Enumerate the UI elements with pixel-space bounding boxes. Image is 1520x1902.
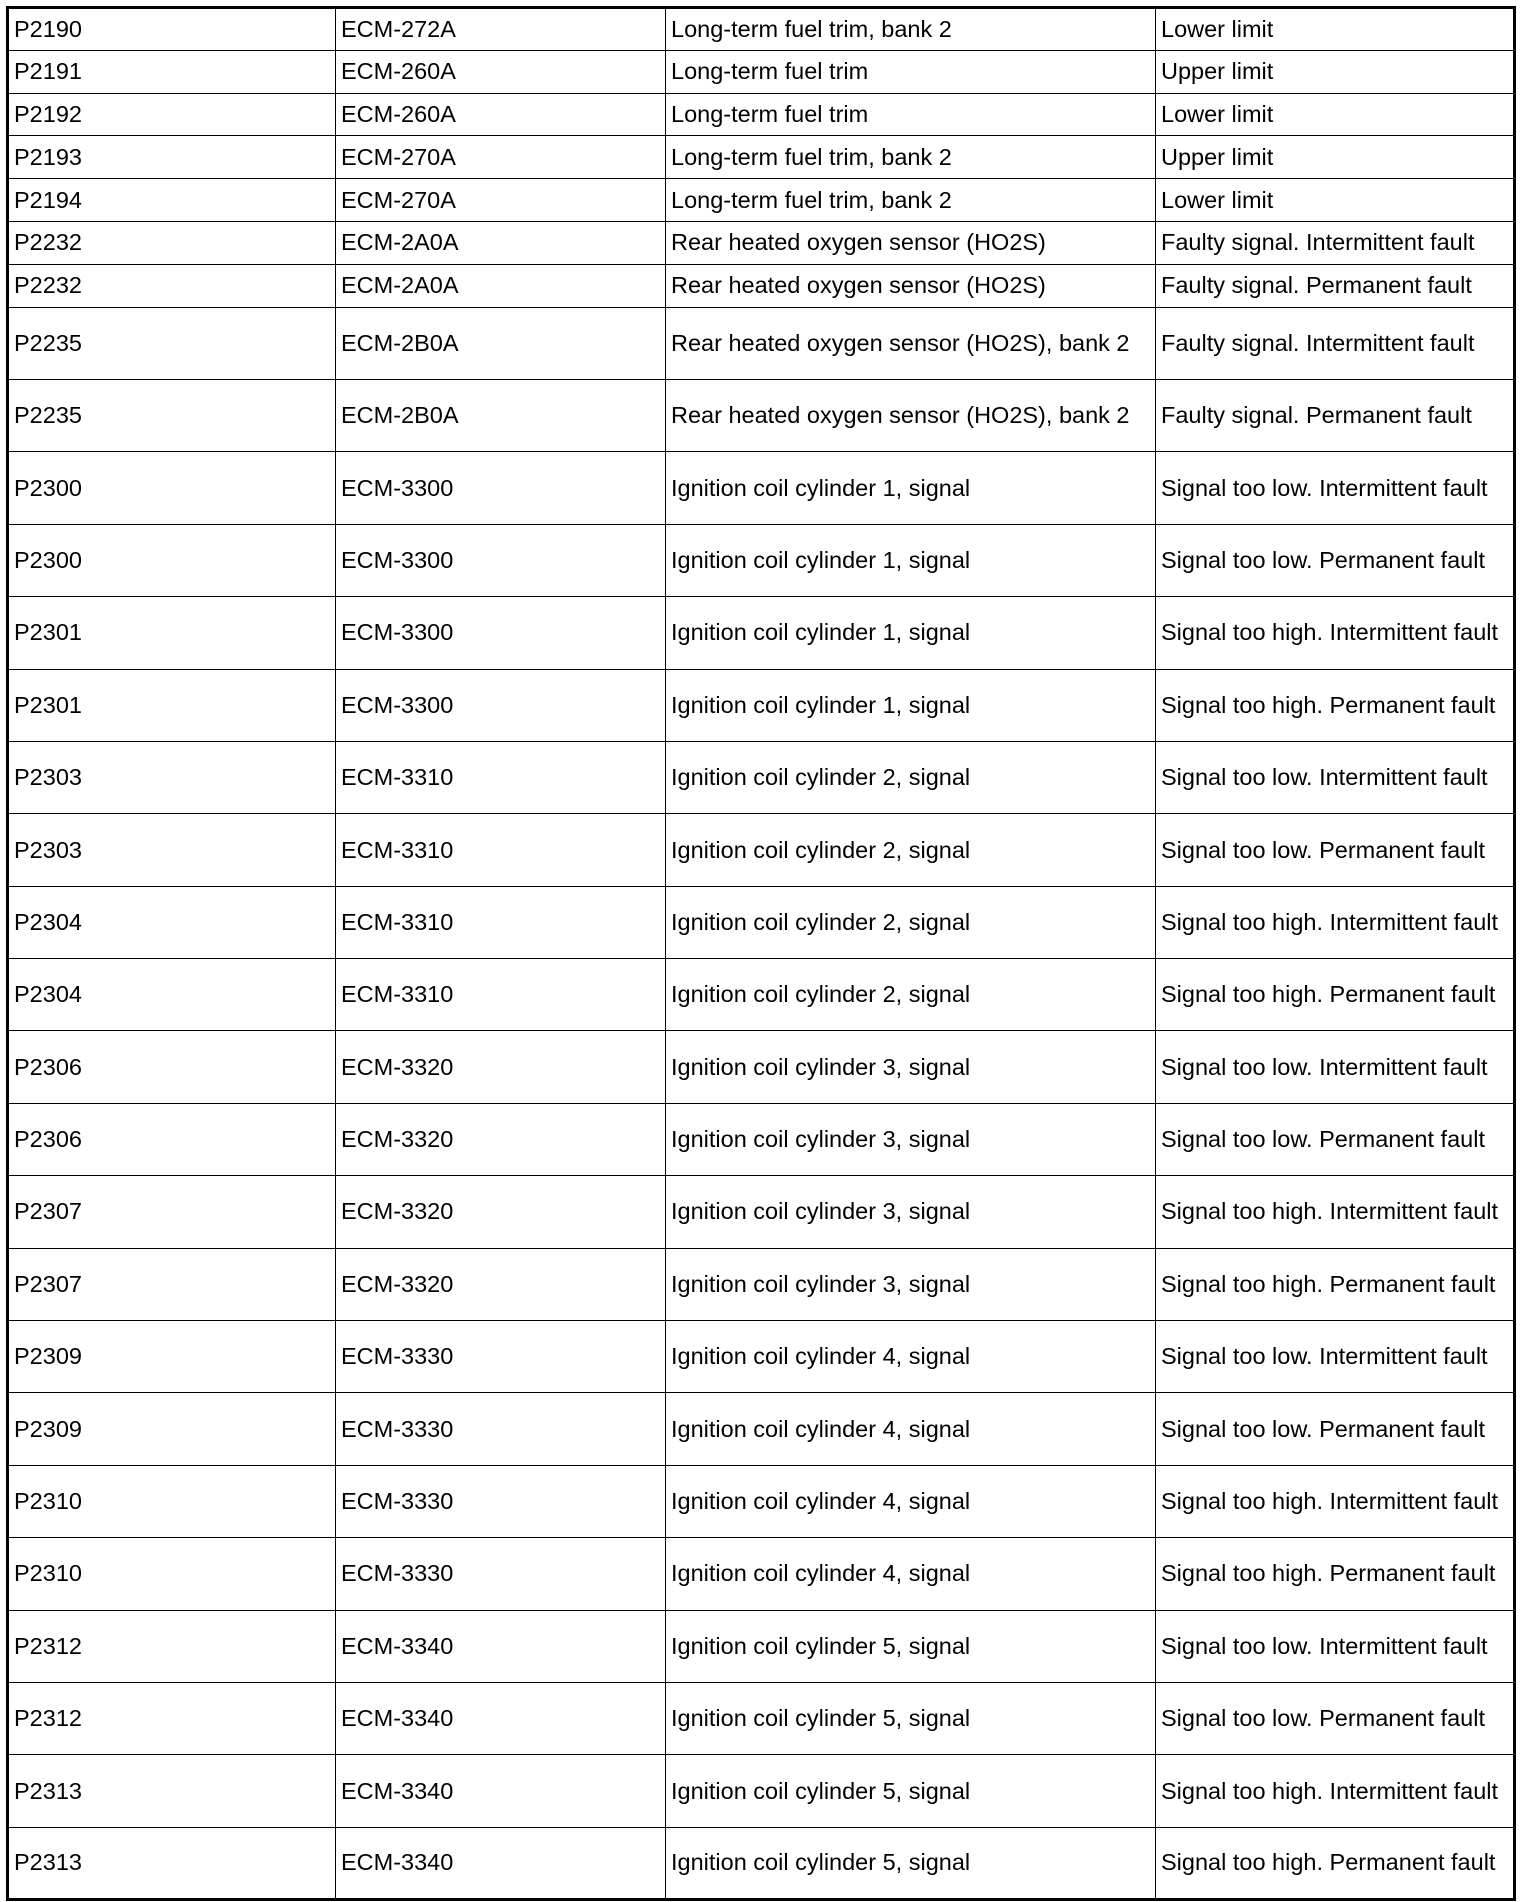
table-row: [8, 307, 1515, 379]
ecm-code-cell: ECM-3330: [336, 1465, 666, 1537]
fault-type-cell: Signal too low. Intermittent fault: [1156, 452, 1515, 524]
fault-type-cell: Signal too low. Permanent fault: [1156, 1103, 1515, 1175]
dtc-code-cell: P2307: [8, 1248, 336, 1320]
ecm-code-cell: ECM-270A: [336, 136, 666, 179]
dtc-code-cell: P2312: [8, 1610, 336, 1682]
dtc-code-cell: P2301: [8, 669, 336, 741]
ecm-code-cell: ECM-3330: [336, 1538, 666, 1610]
component-cell: Long-term fuel trim, bank 2: [666, 179, 1156, 222]
component-cell: Long-term fuel trim, bank 2: [666, 8, 1156, 51]
component-cell: Ignition coil cylinder 3, signal: [666, 1103, 1156, 1175]
dtc-code-cell: P2303: [8, 814, 336, 886]
table-row: [8, 959, 1515, 1031]
ecm-code-cell: ECM-3320: [336, 1248, 666, 1320]
ecm-code-cell: ECM-3340: [336, 1610, 666, 1682]
dtc-code-cell: P2313: [8, 1755, 336, 1827]
component-cell: Ignition coil cylinder 4, signal: [666, 1321, 1156, 1393]
fault-type-cell: Faulty signal. Permanent fault: [1156, 379, 1515, 451]
fault-type-cell: Lower limit: [1156, 8, 1515, 51]
ecm-code-cell: ECM-3300: [336, 597, 666, 669]
ecm-code-cell: ECM-3320: [336, 1031, 666, 1103]
table-row: [8, 814, 1515, 886]
table-row: [8, 1755, 1515, 1827]
component-cell: Ignition coil cylinder 2, signal: [666, 959, 1156, 1031]
table-row: [8, 669, 1515, 741]
dtc-code-cell: P2194: [8, 179, 336, 222]
component-cell: Ignition coil cylinder 4, signal: [666, 1393, 1156, 1465]
dtc-code-cell: P2310: [8, 1538, 336, 1610]
dtc-code-cell: P2303: [8, 741, 336, 813]
component-cell: Ignition coil cylinder 1, signal: [666, 597, 1156, 669]
dtc-code-cell: P2301: [8, 597, 336, 669]
ecm-code-cell: ECM-3310: [336, 959, 666, 1031]
dtc-code-cell: P2191: [8, 50, 336, 93]
ecm-code-cell: ECM-260A: [336, 93, 666, 136]
component-cell: Rear heated oxygen sensor (HO2S), bank 2: [666, 307, 1156, 379]
ecm-code-cell: ECM-3310: [336, 741, 666, 813]
table-row: [8, 379, 1515, 451]
dtc-code-cell: P2306: [8, 1031, 336, 1103]
fault-type-cell: Signal too high. Permanent fault: [1156, 669, 1515, 741]
ecm-code-cell: ECM-3320: [336, 1103, 666, 1175]
ecm-code-cell: ECM-3310: [336, 814, 666, 886]
component-cell: Rear heated oxygen sensor (HO2S): [666, 264, 1156, 307]
component-cell: Ignition coil cylinder 3, signal: [666, 1031, 1156, 1103]
dtc-table-body: [8, 8, 1515, 1900]
dtc-code-cell: P2190: [8, 8, 336, 51]
fault-type-cell: Signal too low. Intermittent fault: [1156, 741, 1515, 813]
table-row: [8, 1827, 1515, 1899]
table-row: [8, 221, 1515, 264]
table-row: [8, 886, 1515, 958]
component-cell: Long-term fuel trim: [666, 50, 1156, 93]
fault-type-cell: Signal too low. Intermittent fault: [1156, 1031, 1515, 1103]
fault-type-cell: Faulty signal. Intermittent fault: [1156, 221, 1515, 264]
component-cell: Ignition coil cylinder 5, signal: [666, 1827, 1156, 1899]
component-cell: Ignition coil cylinder 1, signal: [666, 452, 1156, 524]
fault-type-cell: Signal too high. Intermittent fault: [1156, 597, 1515, 669]
table-row: [8, 1393, 1515, 1465]
dtc-code-cell: P2193: [8, 136, 336, 179]
ecm-code-cell: ECM-2A0A: [336, 221, 666, 264]
dtc-code-cell: P2304: [8, 959, 336, 1031]
table-row: [8, 1683, 1515, 1755]
component-cell: Ignition coil cylinder 5, signal: [666, 1755, 1156, 1827]
dtc-code-cell: P2232: [8, 264, 336, 307]
ecm-code-cell: ECM-3330: [336, 1393, 666, 1465]
fault-type-cell: Faulty signal. Permanent fault: [1156, 264, 1515, 307]
fault-type-cell: Faulty signal. Intermittent fault: [1156, 307, 1515, 379]
fault-type-cell: Upper limit: [1156, 136, 1515, 179]
dtc-code-cell: P2300: [8, 452, 336, 524]
component-cell: Ignition coil cylinder 5, signal: [666, 1683, 1156, 1755]
dtc-code-cell: P2313: [8, 1827, 336, 1899]
table-row: [8, 93, 1515, 136]
component-cell: Ignition coil cylinder 4, signal: [666, 1538, 1156, 1610]
ecm-code-cell: ECM-260A: [336, 50, 666, 93]
dtc-code-cell: P2306: [8, 1103, 336, 1175]
fault-type-cell: Signal too low. Permanent fault: [1156, 1393, 1515, 1465]
dtc-code-cell: P2232: [8, 221, 336, 264]
ecm-code-cell: ECM-2A0A: [336, 264, 666, 307]
table-row: [8, 1103, 1515, 1175]
table-row: [8, 597, 1515, 669]
table-row: [8, 1031, 1515, 1103]
dtc-code-cell: P2300: [8, 524, 336, 596]
component-cell: Ignition coil cylinder 2, signal: [666, 814, 1156, 886]
fault-type-cell: Signal too high. Permanent fault: [1156, 1827, 1515, 1899]
component-cell: Ignition coil cylinder 1, signal: [666, 524, 1156, 596]
ecm-code-cell: ECM-3310: [336, 886, 666, 958]
dtc-code-cell: P2312: [8, 1683, 336, 1755]
fault-type-cell: Lower limit: [1156, 179, 1515, 222]
fault-type-cell: Upper limit: [1156, 50, 1515, 93]
table-row: [8, 8, 1515, 51]
component-cell: Long-term fuel trim: [666, 93, 1156, 136]
fault-type-cell: Signal too high. Intermittent fault: [1156, 1465, 1515, 1537]
component-cell: Rear heated oxygen sensor (HO2S), bank 2: [666, 379, 1156, 451]
component-cell: Ignition coil cylinder 2, signal: [666, 741, 1156, 813]
ecm-code-cell: ECM-3340: [336, 1827, 666, 1899]
component-cell: Ignition coil cylinder 3, signal: [666, 1248, 1156, 1320]
fault-type-cell: Signal too high. Intermittent fault: [1156, 1755, 1515, 1827]
fault-type-cell: Signal too low. Intermittent fault: [1156, 1321, 1515, 1393]
dtc-code-cell: P2307: [8, 1176, 336, 1248]
dtc-table: [6, 6, 1516, 1901]
fault-type-cell: Signal too low. Permanent fault: [1156, 814, 1515, 886]
fault-type-cell: Lower limit: [1156, 93, 1515, 136]
table-row: [8, 264, 1515, 307]
ecm-code-cell: ECM-3330: [336, 1321, 666, 1393]
ecm-code-cell: ECM-3300: [336, 669, 666, 741]
table-row: [8, 1465, 1515, 1537]
component-cell: Ignition coil cylinder 1, signal: [666, 669, 1156, 741]
fault-type-cell: Signal too low. Permanent fault: [1156, 524, 1515, 596]
ecm-code-cell: ECM-2B0A: [336, 379, 666, 451]
fault-type-cell: Signal too high. Permanent fault: [1156, 1248, 1515, 1320]
dtc-code-cell: P2304: [8, 886, 336, 958]
table-row: [8, 741, 1515, 813]
ecm-code-cell: ECM-3340: [336, 1683, 666, 1755]
table-row: [8, 524, 1515, 596]
ecm-code-cell: ECM-270A: [336, 179, 666, 222]
component-cell: Ignition coil cylinder 2, signal: [666, 886, 1156, 958]
fault-type-cell: Signal too high. Intermittent fault: [1156, 886, 1515, 958]
table-row: [8, 1321, 1515, 1393]
ecm-code-cell: ECM-272A: [336, 8, 666, 51]
component-cell: Ignition coil cylinder 5, signal: [666, 1610, 1156, 1682]
table-row: [8, 1610, 1515, 1682]
table-row: [8, 1538, 1515, 1610]
table-row: [8, 1248, 1515, 1320]
component-cell: Ignition coil cylinder 3, signal: [666, 1176, 1156, 1248]
table-row: [8, 136, 1515, 179]
ecm-code-cell: ECM-2B0A: [336, 307, 666, 379]
table-row: [8, 1176, 1515, 1248]
ecm-code-cell: ECM-3300: [336, 524, 666, 596]
fault-type-cell: Signal too low. Intermittent fault: [1156, 1610, 1515, 1682]
dtc-code-cell: P2235: [8, 379, 336, 451]
fault-type-cell: Signal too high. Permanent fault: [1156, 959, 1515, 1031]
table-row: [8, 452, 1515, 524]
dtc-code-cell: P2309: [8, 1393, 336, 1465]
ecm-code-cell: ECM-3340: [336, 1755, 666, 1827]
table-row: [8, 179, 1515, 222]
component-cell: Ignition coil cylinder 4, signal: [666, 1465, 1156, 1537]
ecm-code-cell: ECM-3320: [336, 1176, 666, 1248]
ecm-code-cell: ECM-3300: [336, 452, 666, 524]
dtc-code-cell: P2192: [8, 93, 336, 136]
fault-type-cell: Signal too high. Intermittent fault: [1156, 1176, 1515, 1248]
fault-type-cell: Signal too high. Permanent fault: [1156, 1538, 1515, 1610]
dtc-code-cell: P2310: [8, 1465, 336, 1537]
component-cell: Rear heated oxygen sensor (HO2S): [666, 221, 1156, 264]
dtc-code-cell: P2235: [8, 307, 336, 379]
component-cell: Long-term fuel trim, bank 2: [666, 136, 1156, 179]
dtc-code-cell: P2309: [8, 1321, 336, 1393]
table-row: [8, 50, 1515, 93]
fault-type-cell: Signal too low. Permanent fault: [1156, 1683, 1515, 1755]
